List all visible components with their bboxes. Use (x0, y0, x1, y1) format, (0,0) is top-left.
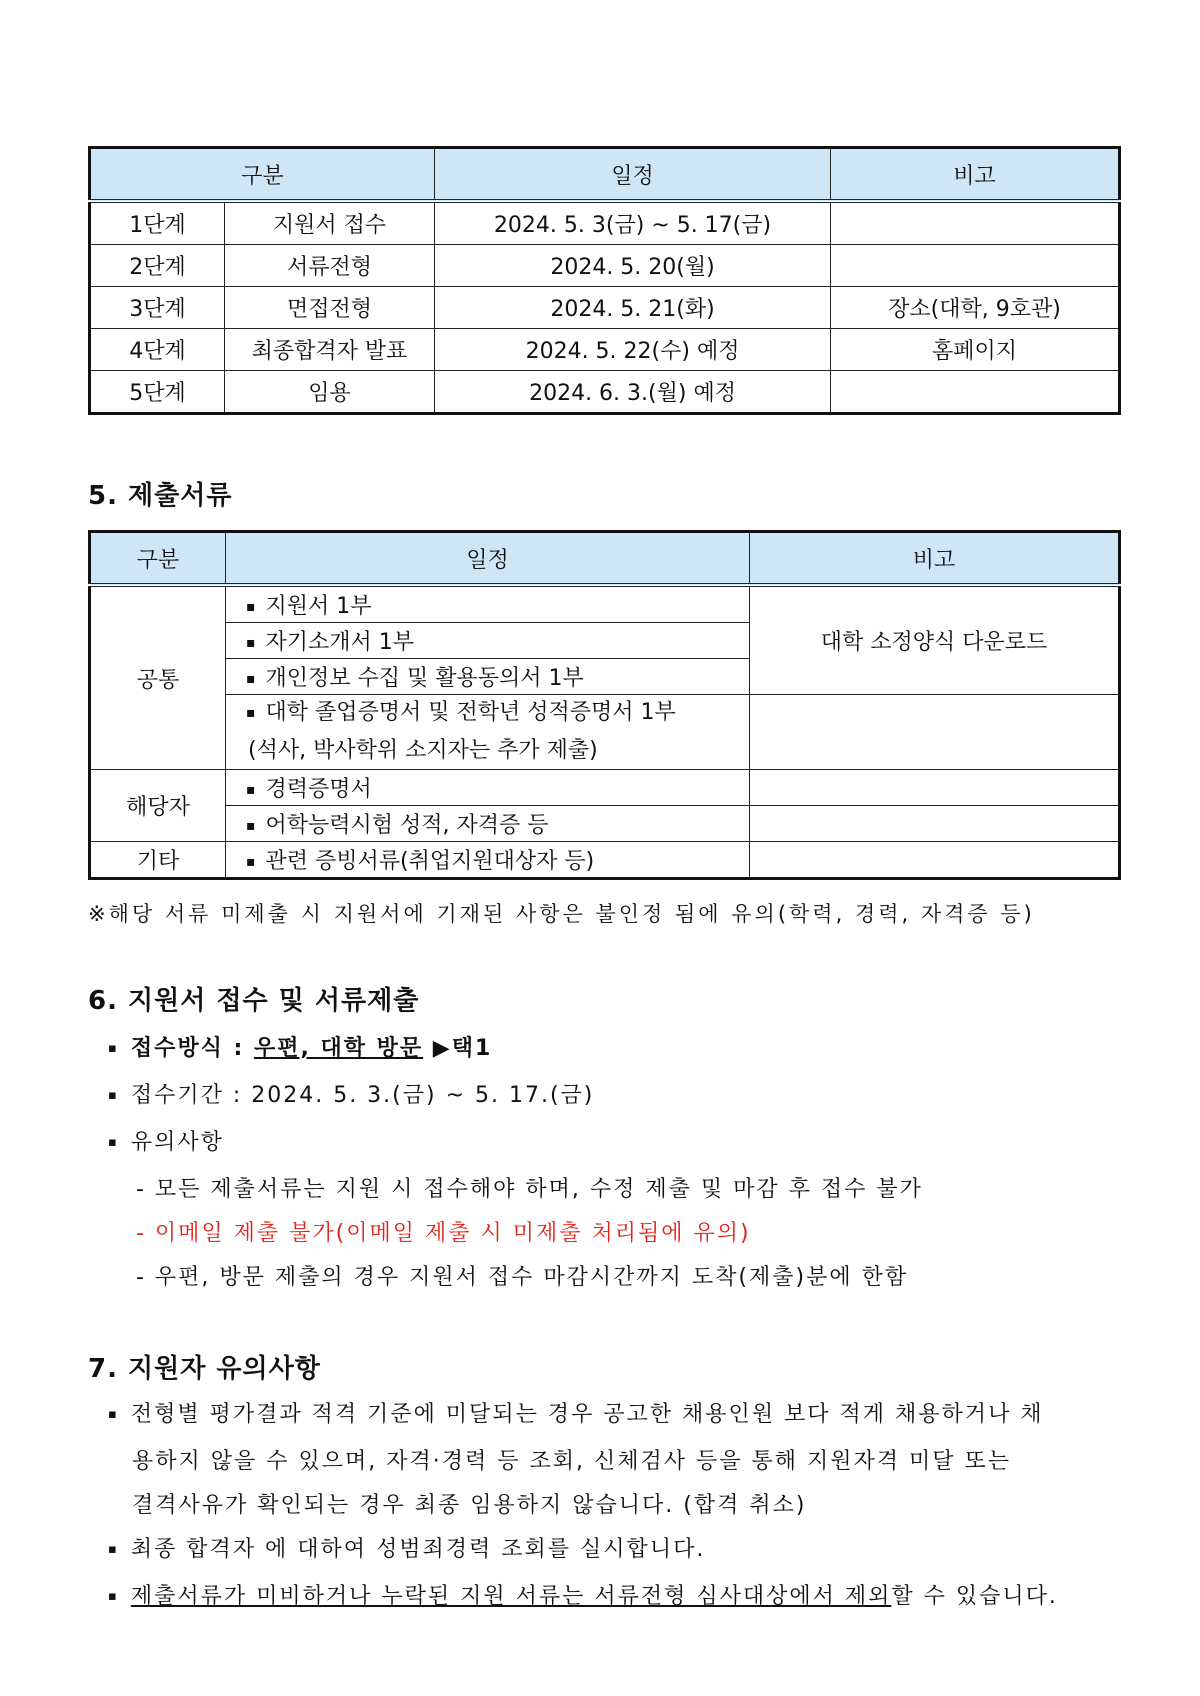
item-cell: 서류전형 (225, 245, 435, 287)
documents-table (88, 530, 1121, 880)
item-cell: 지원서 접수 (225, 201, 435, 245)
note-cell (750, 770, 1120, 806)
item-text: 관련 증빙서류(취업지원대상자 등) (265, 849, 595, 874)
stage-cell: 3단계 (90, 287, 225, 329)
bullet-icon: ▪ (246, 782, 256, 798)
documents-header-schedule: 일정 (226, 532, 750, 586)
precaution-2-text: 최종 합격자 에 대하여 성범죄경력 조회를 실시합니다. (130, 1537, 706, 1562)
bullet-icon: ▪ (246, 599, 256, 615)
schedule-header-date: 일정 (435, 148, 831, 202)
note-cell: 홈페이지 (831, 329, 1120, 371)
bullet-icon: ▪ (108, 1407, 119, 1422)
schedule-header-row (90, 148, 1120, 202)
bullet-icon: ▪ (108, 1135, 119, 1150)
table-row (90, 842, 1120, 879)
stage-cell: 5단계 (90, 371, 225, 414)
table-row (90, 329, 1120, 371)
note-cell (831, 245, 1120, 287)
precaution-3-underlined: 제출서류가 미비하거나 누락된 지원 서류는 서류전형 심사대상에서 제외 (130, 1584, 892, 1609)
precaution-1 (88, 1393, 1118, 1528)
method-label: 접수방식 : (130, 1036, 254, 1061)
precaution-1-line3: 결격사유가 확인되는 경우 최종 임용하지 않습니다. (합격 취소) (132, 1493, 807, 1518)
schedule-header-note: 비고 (831, 148, 1120, 202)
table-row (90, 201, 1120, 245)
note-cell (831, 201, 1120, 245)
section7-title: 7. 지원자 유의사항 (88, 1354, 321, 1384)
stage-cell: 1단계 (90, 201, 225, 245)
other-label: 기타 (90, 842, 226, 879)
date-cell: 2024. 5. 20(월) (435, 245, 831, 287)
precaution-2 (88, 1528, 1118, 1575)
list-item (226, 623, 750, 659)
common-note: 대학 소정양식 다운로드 (750, 585, 1120, 695)
item-text: 대학 졸업증명서 및 전학년 성적증명서 1부 (265, 700, 676, 725)
precaution-1-line2: 용하지 않을 수 있으며, 자격·경력 등 조회, 신체검사 등을 통해 지원자격 미달 또는 (132, 1449, 1011, 1474)
table-row (90, 585, 1120, 623)
item-text: 개인정보 수집 및 활용동의서 1부 (265, 666, 584, 691)
documents-header-note: 비고 (750, 532, 1120, 586)
schedule-table (88, 146, 1121, 415)
stage-cell: 4단계 (90, 329, 225, 371)
bullet-icon: ▪ (108, 1041, 119, 1056)
method-value: 우편, 대학 방문 (253, 1036, 424, 1061)
note-cell (750, 842, 1120, 879)
item-cell: 면접전형 (225, 287, 435, 329)
precaution-3-rest: 할 수 있습니다. (891, 1584, 1058, 1609)
period-line (88, 1074, 1118, 1121)
list-item (226, 585, 750, 623)
documents-header-row (90, 532, 1120, 586)
note-cell: 장소(대학, 9호관) (831, 287, 1120, 329)
bullet-icon: ▪ (246, 635, 256, 651)
method-suffix: ▶택1 (423, 1036, 493, 1061)
note-item-email-warning: - 이메일 제출 불가(이메일 제출 시 미제출 처리됨에 유의) (136, 1221, 751, 1246)
stage-cell: 2단계 (90, 245, 225, 287)
table-row (90, 806, 1120, 842)
list-item (226, 842, 750, 879)
note-cell (750, 695, 1120, 770)
table-row (90, 287, 1120, 329)
table-row (90, 695, 1120, 770)
period-text: 접수기간 : 2024. 5. 3.(금) ~ 5. 17.(금) (130, 1083, 595, 1108)
precaution-1-line1: 전형별 평가결과 적격 기준에 미달되는 경우 공고한 채용인원 보다 적게 채용하거나 채 (130, 1402, 1044, 1427)
list-item (226, 770, 750, 806)
table-row (90, 770, 1120, 806)
note-cell (831, 371, 1120, 414)
list-item (226, 806, 750, 842)
bullet-icon: ▪ (108, 1088, 119, 1103)
precaution-3 (88, 1575, 1118, 1622)
notes-label: 유의사항 (130, 1130, 224, 1155)
schedule-header-category: 구분 (90, 148, 435, 202)
method-line (88, 1027, 1118, 1074)
note-item: - 모든 제출서류는 지원 시 접수해야 하며, 수정 제출 및 마감 후 접수 불가 (136, 1177, 923, 1202)
section5-title: 5. 제출서류 (88, 481, 233, 511)
bullet-icon: ▪ (108, 1589, 119, 1604)
bullet-icon: ▪ (108, 1542, 119, 1557)
date-cell: 2024. 6. 3.(월) 예정 (435, 371, 831, 414)
date-cell: 2024. 5. 22(수) 예정 (435, 329, 831, 371)
list-item (226, 695, 750, 770)
table-row (90, 245, 1120, 287)
documents-footnote: ※해당 서류 미제출 시 지원서에 기재된 사항은 불인정 됨에 유의(학력, 경력, 자격증 등) (88, 902, 1035, 926)
bullet-icon: ▪ (246, 818, 256, 834)
bullet-icon: ▪ (246, 854, 256, 870)
item-text: 지원서 1부 (265, 594, 372, 619)
note-item: - 우편, 방문 제출의 경우 지원서 접수 마감시간까지 도착(제출)분에 한함 (136, 1265, 909, 1290)
item-text-continued: (석사, 박사학위 소지자는 추가 제출) (248, 738, 598, 763)
item-cell: 임용 (225, 371, 435, 414)
item-text: 경력증명서 (265, 777, 372, 802)
item-text: 자기소개서 1부 (265, 630, 415, 655)
date-cell: 2024. 5. 21(화) (435, 287, 831, 329)
item-cell: 최종합격자 발표 (225, 329, 435, 371)
date-cell: 2024. 5. 3(금) ~ 5. 17(금) (435, 201, 831, 245)
table-row (90, 371, 1120, 414)
common-label: 공통 (90, 585, 226, 770)
notes-label-line (88, 1121, 1118, 1168)
item-text: 어학능력시험 성적, 자격증 등 (265, 813, 549, 838)
section6-title: 6. 지원서 접수 및 서류제출 (88, 986, 420, 1016)
document-page (88, 146, 1118, 1622)
documents-header-category: 구분 (90, 532, 226, 586)
bullet-icon: ▪ (246, 705, 256, 721)
note-cell (750, 806, 1120, 842)
list-item (226, 659, 750, 695)
applicable-label: 해당자 (90, 770, 226, 842)
bullet-icon: ▪ (246, 671, 256, 687)
